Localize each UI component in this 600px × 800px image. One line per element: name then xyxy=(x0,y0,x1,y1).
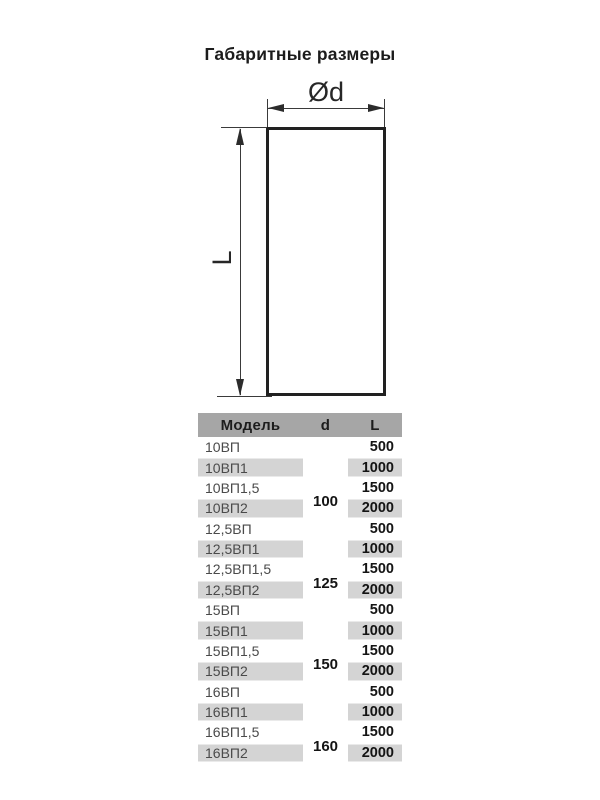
arrow-left-icon xyxy=(268,104,284,112)
diameter-label: Ød xyxy=(307,77,345,107)
table-row xyxy=(198,620,402,640)
model-cell: 10ВП2 xyxy=(198,498,303,518)
arrow-up-icon xyxy=(236,128,244,145)
table-row xyxy=(198,580,402,600)
extension-line-top-right xyxy=(384,99,385,127)
table-row xyxy=(198,519,402,539)
length-cell: 1500 xyxy=(361,642,394,659)
d-cell xyxy=(303,702,348,722)
length-dimension-line xyxy=(240,129,241,395)
table-row xyxy=(198,498,402,518)
dimensions-table xyxy=(198,413,402,763)
extension-line-length-bottom xyxy=(217,396,272,397)
d-cell xyxy=(303,620,348,640)
d-cell xyxy=(303,682,348,702)
model-cell: 10ВП1 xyxy=(198,457,303,477)
extension-line-length-top xyxy=(221,127,267,128)
table-row xyxy=(198,682,402,702)
model-cell: 15ВП xyxy=(205,602,240,619)
length-cell: 500 xyxy=(369,520,394,537)
length-label: L xyxy=(206,250,237,266)
model-cell: 12,5ВП1,5 xyxy=(205,561,272,578)
model-cell: 16ВП1 xyxy=(198,702,303,722)
length-cell: 1000 xyxy=(348,702,402,722)
model-cell: 10ВП xyxy=(205,439,240,456)
length-cell: 2000 xyxy=(348,743,402,763)
arrow-right-icon xyxy=(368,104,384,112)
table-row xyxy=(198,641,402,661)
length-cell: 500 xyxy=(369,439,394,456)
length-cell: 500 xyxy=(369,683,394,700)
col-header-d: d xyxy=(320,416,331,434)
model-cell: 12,5ВП xyxy=(205,520,252,537)
table-row xyxy=(198,437,402,457)
model-cell: 16ВП xyxy=(205,683,240,700)
model-cell: 15ВП1 xyxy=(198,620,303,640)
length-cell: 1000 xyxy=(348,457,402,477)
table-row xyxy=(198,661,402,681)
length-cell: 2000 xyxy=(348,661,402,681)
model-cell: 16ВП1,5 xyxy=(205,724,260,741)
length-cell: 1500 xyxy=(361,479,394,496)
length-cell: 1500 xyxy=(361,561,394,578)
page-title: Габаритные размеры xyxy=(204,44,396,64)
table-body xyxy=(198,437,402,763)
table-row xyxy=(198,702,402,722)
col-header-model: Модель xyxy=(220,416,281,434)
length-cell: 2000 xyxy=(348,580,402,600)
d-cell xyxy=(303,539,348,559)
model-cell: 12,5ВП1 xyxy=(198,539,303,559)
d-cell xyxy=(303,600,348,620)
model-cell: 15ВП2 xyxy=(198,661,303,681)
table-row xyxy=(198,600,402,620)
table-row xyxy=(198,478,402,498)
col-header-l: L xyxy=(370,416,380,434)
d-cell xyxy=(303,437,348,457)
length-cell: 1500 xyxy=(361,724,394,741)
d-cell xyxy=(303,519,348,539)
length-cell: 1000 xyxy=(348,539,402,559)
d-value-group-1: 100 xyxy=(312,493,339,511)
d-cell xyxy=(303,457,348,477)
table-header-row xyxy=(198,413,402,437)
model-cell: 10ВП1,5 xyxy=(205,479,260,496)
table-row xyxy=(198,743,402,763)
length-cell: 2000 xyxy=(348,498,402,518)
d-value-group-4: 160 xyxy=(312,737,339,755)
table-row xyxy=(198,722,402,742)
duct-outline xyxy=(266,127,386,396)
length-cell: 1000 xyxy=(348,620,402,640)
d-value-group-3: 150 xyxy=(312,656,339,674)
arrow-down-icon xyxy=(236,379,244,396)
table-row xyxy=(198,559,402,579)
table-row xyxy=(198,539,402,559)
model-cell: 16ВП2 xyxy=(198,743,303,763)
diameter-dimension-line xyxy=(268,108,384,109)
model-cell: 12,5ВП2 xyxy=(198,580,303,600)
model-cell: 15ВП1,5 xyxy=(205,642,260,659)
d-value-group-2: 125 xyxy=(312,574,339,592)
table-row xyxy=(198,457,402,477)
length-cell: 500 xyxy=(369,602,394,619)
